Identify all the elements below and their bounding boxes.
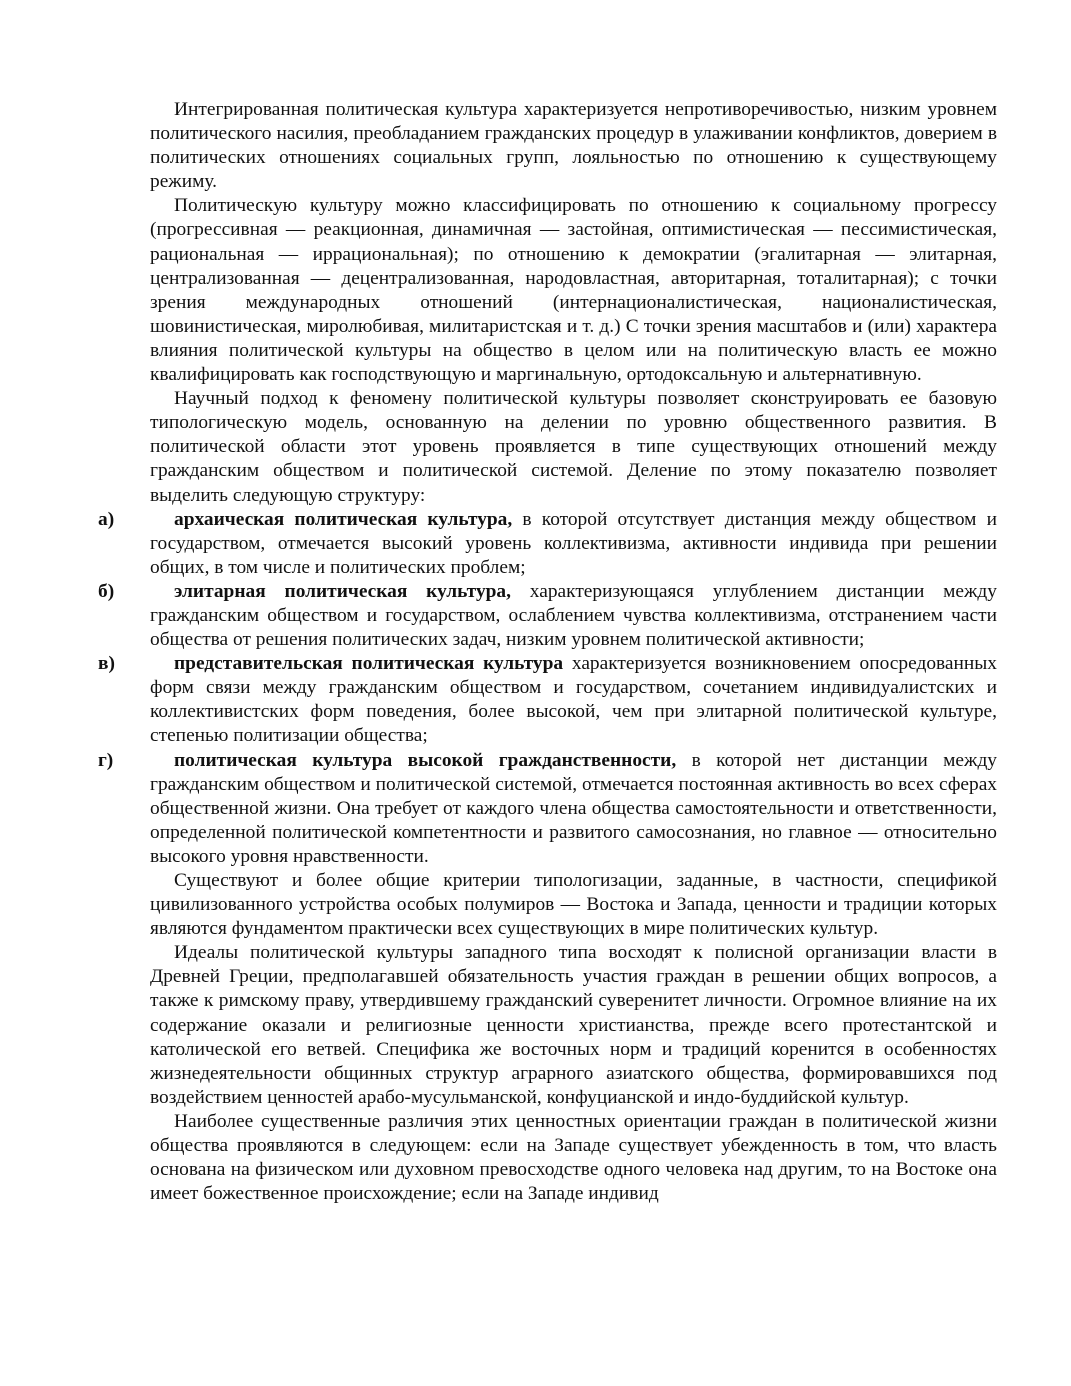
paragraph-general-criteria: Существуют и более общие критерии типологизации, заданные, в частности, спецификой цивилизованного устройства особых полумиров — Востока и Запада, ценности и традиции которых являются фундаментом практически всех существующих в мире политических культур. <box>150 870 997 940</box>
paragraph-integrated-culture: Интегрированная политическая культура характеризуется непротиворечивостью, низким уровнем политического насилия, преобладанием гражданских процедур в улаживании конфликтов, доверием в политических отношениях социальных групп, лояльностью по отношению к существующему режиму. <box>150 99 997 193</box>
typology-list <box>98 508 997 869</box>
paragraph-differences: Наиболее существенные различия этих ценностных ориентации граждан в политической жизни общества проявляются в следующем: если на Западе существует убежденность в том, что власть основана на физическом или духовном превосходстве одного человека над другим, то на Востоке она имеет божественное происхождение; если на Западе индивид <box>150 1110 997 1205</box>
list-item-term: архаическая политическая культура, <box>174 508 513 530</box>
list-item-representative <box>98 652 997 748</box>
list-item-high-citizenship <box>98 749 997 869</box>
paragraph-western-ideals: Идеалы политической культуры западного типа восходят к полисной организации власти в Древней Греции, предполагавшей обязательность участия граждан в решении общих вопросов, а также к римскому праву, утвердившему гражданский суверенитет личности. Огромное влияние на их содержание оказали и религиозные ценности христианства, прежде всего протестантской и католической его ветвей. Специфика же восточных норм и традиций коренится в особенностях жизнедеятельности общинных структур аграрного азиатского общества, формировавшихся под воздействием ценностей арабо-мусульманской, конфуцианской и индо-буддийской культур. <box>150 942 997 1108</box>
list-marker: в) <box>98 653 115 675</box>
paragraph-classification: Политическую культуру можно классифицировать по отношению к социальному прогрессу (прогрессивная — реакционная, динамичная — застойная, оптимистическая — пессимистическая, рациональная — иррациональная); по отношению к демократии (эгалитарная — элитарная, централизованная — децентрализованная, народовластная, авторитарная, тоталитарная); с точки зрения международных отношений (интернационалистическая, националистическая, шовинистическая, миролюбивая, милитаристская и т. д.) С точки зрения масштабов и (или) характера влияния политической культуры на общество в целом или на политическую власть ее можно квалифицировать как господствующую и маргинальную, ортодоксальную и альтернативную. <box>150 195 997 386</box>
list-item-term: политическая культура высокой гражданственности, <box>174 749 677 771</box>
list-marker: б) <box>98 580 115 602</box>
list-item-term: элитарная политическая культура, <box>174 580 511 602</box>
list-item-archaic <box>98 508 997 580</box>
list-item-text: характеризующаяся углублением дистанции между гражданским обществом и государством, ослаблением чувства коллективизма, отстранением части общества от решения политических задач, низким уровнем политической активности; <box>150 580 997 651</box>
list-item-text: характеризуется возникновением опосредованных форм связи между гражданским обществом и государством, сочетанием индивидуалистских и коллективистских форм поведения, более высокой, чем при элитарной политической культуре, степенью политизации общества; <box>150 653 997 747</box>
list-item-text: в которой отсутствует дистанция между обществом и государством, отмечается высокий уровень коллективизма, активности индивида при решении общих, в том числе и политических проблем; <box>150 508 997 578</box>
list-item-text: в которой нет дистанции между гражданским обществом и политической системой, отмечается постоянная активность во всех сферах общественной жизни. Она требует от каждого члена общества самостоятельности и ответственности, определенной политической компетентности и развитого самосознания, но главное — относительно высокого уровня нравственности. <box>150 749 997 867</box>
paragraph-scientific-approach: Научный подход к феномену политической культуры позволяет сконструировать ее базовую типологическую модель, основанную на делении по уровню общественного развития. В политической области этот уровень проявляется в типе существующих отношений между гражданским обществом и политической системой. Деление по этому показателю позволяет выделить следующую структуру: <box>150 388 997 506</box>
list-marker: а) <box>98 508 115 530</box>
list-item-term: представительская политическая культура <box>174 653 564 675</box>
document-page <box>98 98 997 1206</box>
list-item-elitist <box>98 580 997 652</box>
list-marker: г) <box>98 749 114 771</box>
